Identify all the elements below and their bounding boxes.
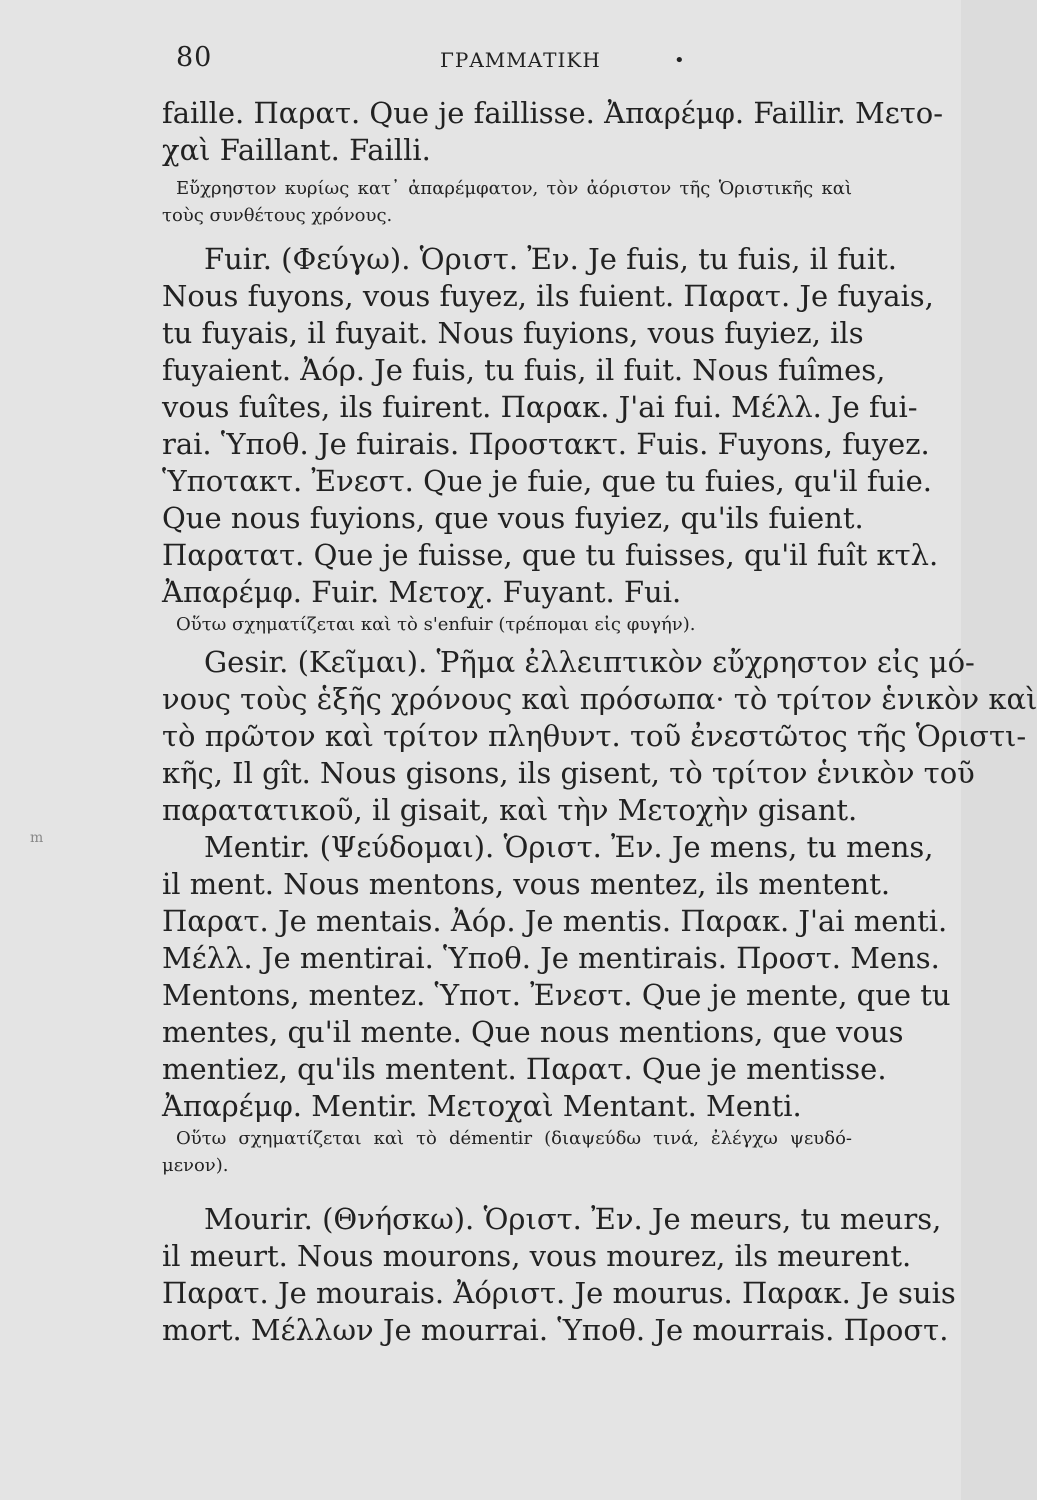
- text-line: mentiez, qu'ils mentent. Παρατ. Que je mentisse.: [162, 1052, 887, 1086]
- entry-heading-mourir: Mourir. (Θνήσκω). Ὁριστ. Ἐν. Je meurs, tu meurs,: [204, 1202, 942, 1236]
- footnote-line: Εὔχρηστον κυρίως κατ᾽ ἀπαρέμφατον, τὸν ἀόριστον τῆς Ὁριστικῆς καὶ: [176, 178, 852, 199]
- text-line: faille. Παρατ. Que je faillisse. Ἀπαρέμφ. Faillir. Μετο-: [162, 96, 944, 130]
- text-line: tu fuyais, il fuyait. Nous fuyions, vous fuyiez, ils: [162, 316, 864, 350]
- text-line: Ἀπαρέμφ. Fuir. Μετοχ. Fuyant. Fui.: [162, 575, 682, 609]
- text-line: Παρατατ. Que je fuisse, que tu fuisses, qu'il fuît κτλ.: [162, 538, 939, 572]
- running-title: ΓΡΑΜΜΑΤΙΚΗ: [440, 48, 601, 72]
- footnote-line: τοὺς συνθέτους χρόνους.: [162, 205, 393, 226]
- text-line: Παρατ. Je mentais. Ἀόρ. Je mentis. Παρακ. J'ai menti.: [162, 904, 948, 938]
- entry-heading-fuir: Fuir. (Φεύγω). Ὁριστ. Ἐν. Je fuis, tu fuis, il fuit.: [204, 242, 897, 276]
- entry-heading-mentir: Mentir. (Ψεύδομαι). Ὁριστ. Ἐν. Je mens, tu mens,: [204, 830, 934, 864]
- text-line: il meurt. Nous mourons, vous mourez, ils meurent.: [162, 1239, 912, 1273]
- text-line: il ment. Nous mentons, vous mentez, ils mentent.: [162, 867, 891, 901]
- text-line: Ὑποτακτ. Ἐνεστ. Que je fuie, que tu fuies, qu'il fuie.: [162, 464, 932, 498]
- footnote-line: Οὕτω σχηματίζεται καὶ τὸ démentir (διαψεύδω τινά, ἐλέγχω ψευδό-: [176, 1128, 852, 1149]
- text-line: mort. Μέλλων Je mourrai. Ὑποθ. Je mourrais. Προστ.: [162, 1313, 949, 1347]
- footnote-line: μενον).: [162, 1155, 229, 1176]
- footnote-line: Οὕτω σχηματίζεται καὶ τὸ s'enfuir (τρέπομαι εἰς φυγήν).: [176, 614, 696, 635]
- text-line: νους τοὺς ἑξῆς χρόνους καὶ πρόσωπα· τὸ τρίτον ἑνικὸν καὶ: [162, 682, 1037, 716]
- text-line: Ἀπαρέμφ. Mentir. Μετοχαὶ Mentant. Menti.: [162, 1089, 802, 1123]
- text-line: τὸ πρῶτον καὶ τρίτον πληθυντ. τοῦ ἐνεστῶτος τῆς Ὁριστι-: [162, 719, 1027, 753]
- text-line: Mentons, mentez. Ὑποτ. Ἐνεστ. Que je mente, que tu: [162, 978, 951, 1012]
- text-line: χαὶ Faillant. Failli.: [162, 133, 431, 167]
- text-line: Nous fuyons, vous fuyez, ils fuient. Παρατ. Je fuyais,: [162, 279, 934, 313]
- text-line: vous fuîtes, ils fuirent. Παρακ. J'ai fui. Μέλλ. Je fui-: [162, 390, 918, 424]
- page-header: [0, 38, 961, 78]
- text-line: Μέλλ. Je mentirai. Ὑποθ. Je mentirais. Προστ. Mens.: [162, 941, 940, 975]
- text-line: παρατατικοῦ, il gisait, καὶ τὴν Μετοχὴν gisant.: [162, 793, 858, 827]
- text-line: rai. Ὑποθ. Je fuirais. Προστακτ. Fuis. Fuyons, fuyez.: [162, 427, 930, 461]
- text-line: Παρατ. Je mourais. Ἀόριστ. Je mourus. Παρακ. Je suis: [162, 1276, 956, 1310]
- entry-heading-gesir: Gesir. (Κεῖμαι). Ῥῆμα ἐλλειπτικὸν εὔχρηστον εἰς μό-: [204, 645, 975, 679]
- text-line: κῆς, Il gît. Nous gisons, ils gisent, τὸ τρίτον ἑνικὸν τοῦ: [162, 756, 975, 790]
- text-line: Que nous fuyions, que vous fuyiez, qu'ils fuient.: [162, 501, 864, 535]
- header-mark: •: [674, 50, 685, 71]
- text-block: [162, 95, 1037, 1349]
- margin-mark: m: [30, 830, 44, 846]
- text-line: mentes, qu'il mente. Que nous mentions, que vous: [162, 1015, 904, 1049]
- page-number: 80: [176, 42, 213, 73]
- text-line: fuyaient. Ἀόρ. Je fuis, tu fuis, il fuit. Nous fuîmes,: [162, 353, 886, 387]
